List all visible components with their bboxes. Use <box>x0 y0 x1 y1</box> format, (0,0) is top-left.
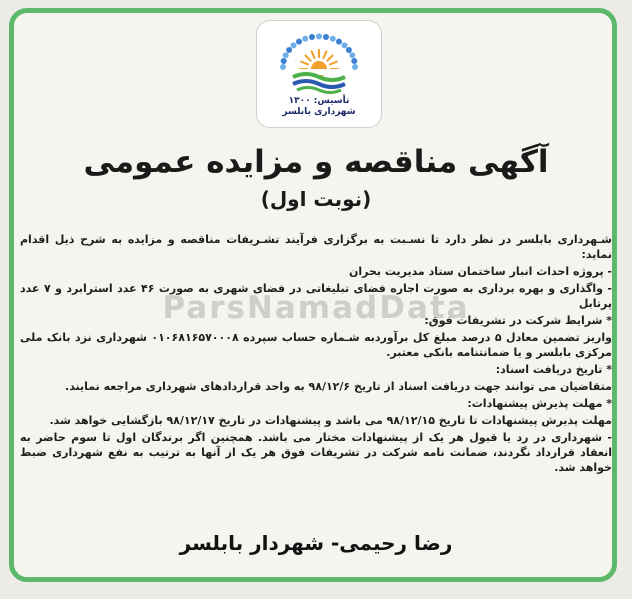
logo-dot <box>286 47 292 53</box>
municipality-logo <box>256 20 382 128</box>
logo-dot <box>351 58 357 64</box>
logo-dot <box>296 39 302 45</box>
watermark: ParsNamadData <box>162 290 470 326</box>
logo-sun-ray <box>305 55 311 61</box>
section-heading: * مهلت پذیرش پیشنهادات: <box>467 397 612 410</box>
logo-dot <box>281 58 287 64</box>
announcement-title: آگهی مناقصه و مزایده عمومی <box>83 144 549 180</box>
intro-paragraph: شـهرداری بابلسر در نظر دارد تا نسـبت به برگزاری فرآیند تشـریفات مناقصه و مزایده به شرح ذیل اقدام نماید: <box>20 233 612 261</box>
logo-dot <box>330 36 336 42</box>
section-heading: * تاریخ دریافت اسناد: <box>495 363 612 376</box>
logo-sun-ray <box>327 55 333 61</box>
signature: رضا رحیمی- شهردار بابلسر <box>179 531 453 555</box>
announcement-body <box>20 232 612 477</box>
logo-dot <box>352 64 358 70</box>
logo-founded: تأسیس: ۱۳۰۰ <box>288 96 350 106</box>
logo-dot <box>342 42 348 48</box>
logo-municipality-name: شهرداری بابلسر <box>282 107 356 117</box>
logo-dot <box>283 52 289 58</box>
logo-sun-ray <box>323 51 327 59</box>
announcement-subtitle: (نوبت اول) <box>260 187 372 211</box>
logo-dot <box>346 47 352 53</box>
section-heading: * شرایط شرکت در تشریفات فوق: <box>424 314 612 327</box>
logo-dot <box>280 64 286 70</box>
logo-dot <box>291 42 297 48</box>
list-item: - پروژه احداث انبار ساختمان ستاد مدیریت بحران <box>348 265 612 278</box>
logo-dot <box>302 36 308 42</box>
notes-paragraph: - شهرداری در رد یا قبول هر یک از پیشنهادات مختار می باشد. همچنین اگر برندگان اول تا سوم حاضر به انعقاد قرارداد نگردند، ضمانت نامه شرکت در تشریفات فوق هر یک از آنها به ترتیب به نفع شهرداری ضبط خواهد شد. <box>20 431 612 474</box>
logo-sun-ray <box>301 61 309 65</box>
section-text: واریز تضمین معادل ۵ درصد مبلغ کل برآوردبه شـماره حساب سپرده ۰۱۰۶۸۱۶۵۷۰۰۰۸ شهرداری نزد بانک ملی مرکزی بابلسر و یا ضمانتنامه بانکی معتبر. <box>20 331 612 359</box>
logo-caption <box>257 96 381 118</box>
section-text: متقاضیان می توانند جهت دریافت اسناد از تاریخ ۹۸/۱۲/۶ به واحد قراردادهای شهرداری مراجعه نمایند. <box>65 380 612 393</box>
logo-dot <box>336 39 342 45</box>
logo-dot <box>323 34 329 40</box>
list-item: - واگذاری و بهره برداری به صورت اجاره فضای تبلیغاتی در فضای شهری به صورت ۴۶ عدد استرابرد و ۷ عدد پرتابل <box>20 282 612 310</box>
section-text: مهلت پذیرش پیشنهادات تا تاریخ ۹۸/۱۲/۱۵ می باشد و پیشنهادات در تاریخ ۹۸/۱۲/۱۷ بازگشایی خواهد شد. <box>49 414 612 427</box>
logo-dot <box>316 33 322 39</box>
logo-sun-ray <box>329 61 337 65</box>
logo-dot <box>349 52 355 58</box>
logo-dot <box>309 34 315 40</box>
logo-sun-ray <box>311 51 315 59</box>
